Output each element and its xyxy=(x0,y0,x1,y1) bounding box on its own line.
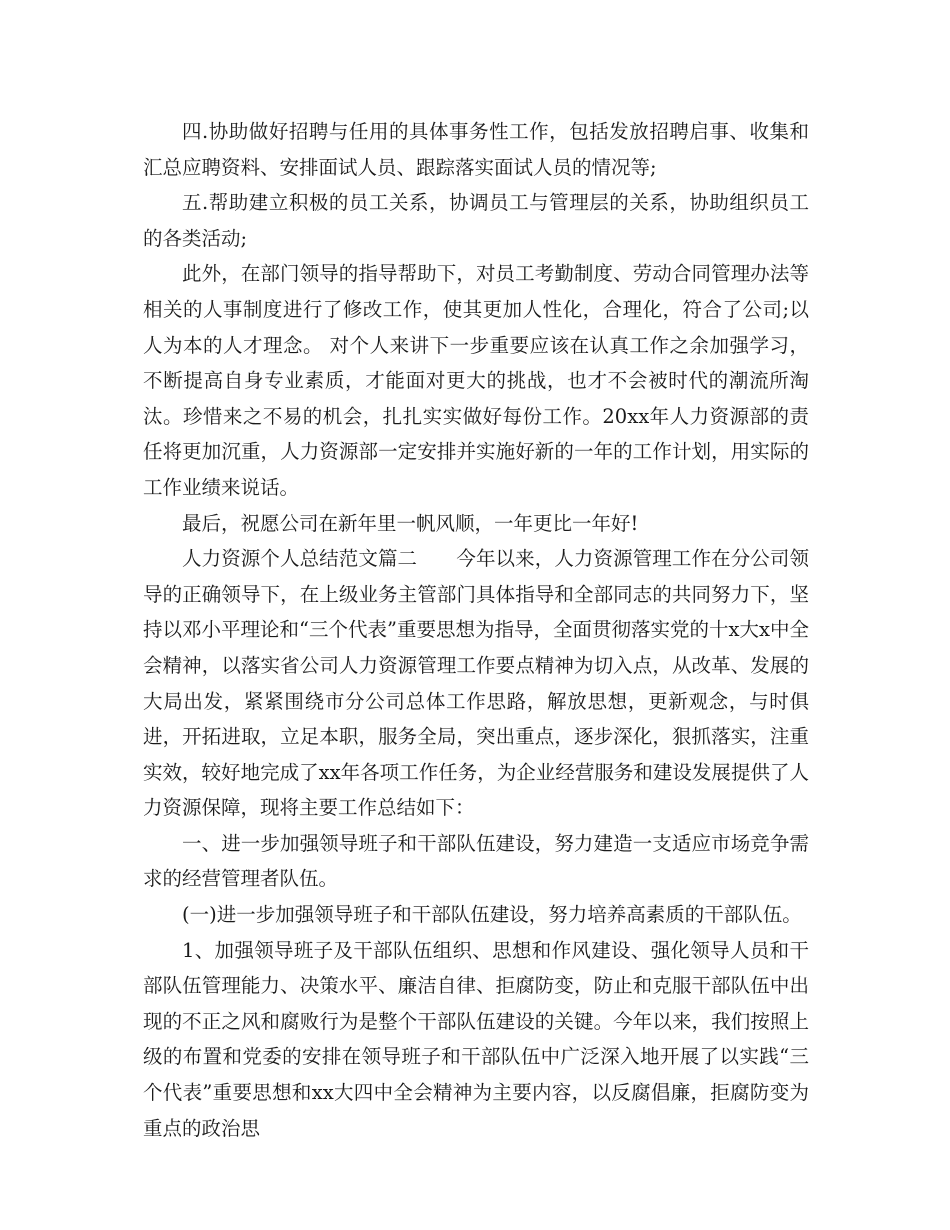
paragraph-item-4: 四.协助做好招聘与任用的具体事务性工作，包括发放招聘启事、收集和汇总应聘资料、安排面试人员、跟踪落实面试人员的情况等; xyxy=(143,120,809,179)
paragraph-section-one-heading: 一、进一步加强领导班子和干部队伍建设，努力建造一支适应市场竞争需求的经营管理者队伍。 xyxy=(143,831,809,891)
paragraph-closing-wish: 最后，祝愿公司在新年里一帆风顺，一年更比一年好! xyxy=(182,511,639,535)
paragraph-point-one: 1、加强领导班子及干部队伍组织、思想和作风建设、强化领导人员和干部队伍管理能力、决策水平、廉洁自律、拒腐防变，防止和克服干部队伍中出现的不正之风和腐败行为是整个干部队伍建设的关键。今年以来，我们按照上级的布置和党委的安排在领导班子和干部队伍中广泛深入地开展了以实践“三个代表”重要思想和xx大四中全会精神为主要内容，以反腐倡廉，拒腐防变为重点的政治思 xyxy=(143,938,809,1140)
document-body xyxy=(143,114,809,1146)
paragraph-subsection-one-heading: (一)进一步加强领导班子和干部队伍建设，努力培养高素质的干部队伍。 xyxy=(182,903,802,927)
paragraph-additionally: 此外，在部门领导的指导帮助下，对员工考勤制度、劳动合同管理办法等相关的人事制度进行了修改工作，使其更加人性化，合理化，符合了公司;以人为本的人才理念。 对个人来讲下一步重要应该在认真工作之余加强学习，不断提高自身专业素质，才能面对更大的挑战，也才不会被时代的潮流所淘汰。珍惜来之不易的机会，扎扎实实做好每份工作。20xx年人力资源部的责任将更加沉重，人力资源部一定安排并实施好新的一年的工作计划，用实际的工作业绩来说话。 xyxy=(143,262,809,499)
paragraph-article-two-intro: 人力资源个人总结范文篇二 今年以来，人力资源管理工作在分公司领导的正确领导下，在上级业务主管部门具体指导和全部同志的共同努力下，坚持以邓小平理论和“三个代表”重要思想为指导，全面贯彻落实党的十x大x中全会精神，以落实省公司人力资源管理工作要点精神为切入点，从改革、发展的大局出发，紧紧围绕市分公司总体工作思路，解放思想，更新观念，与时俱进，开拓进取，立足本职，服务全局，突出重点，逐步深化，狠抓落实，注重实效，较好地完成了xx年各项工作任务，为企业经营服务和建设发展提供了人力资源保障，现将主要工作总结如下： xyxy=(143,547,809,820)
paragraph-item-5: 五.帮助建立积极的员工关系，协调员工与管理层的关系，协助组织员工的各类活动; xyxy=(143,191,809,250)
